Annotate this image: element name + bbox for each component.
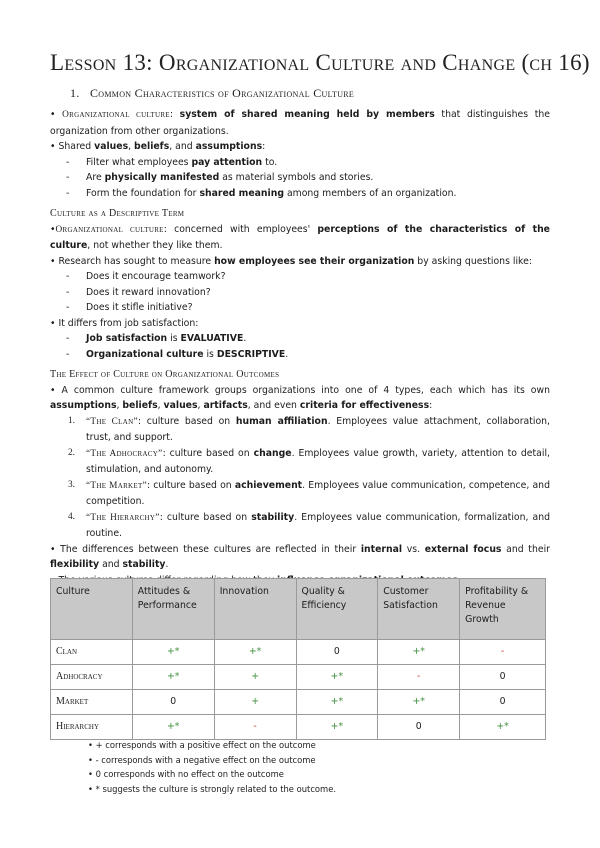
table-cell: + [214, 665, 296, 690]
section-number: 1. [70, 86, 80, 100]
table-cell: +* [132, 640, 214, 665]
sub-item: - Filter what employees pay attention to. [66, 156, 278, 168]
culture-type-item: 4. “The Hierarchy”: culture based on stability. Employees value communication, formalization, and routine. [68, 511, 550, 539]
table-cell: 0 [296, 640, 378, 665]
table-cell: +* [132, 715, 214, 740]
table-header-row [51, 579, 546, 640]
subheading-descriptive: Culture as a Descriptive Term [50, 208, 185, 219]
bullet-paragraph: •Organizational culture: concerned with employees' perceptions of the characteristics of the culture, not whether they like them. [50, 223, 550, 251]
table-row [51, 665, 546, 690]
table-cell: +* [296, 715, 378, 740]
effect-block [50, 367, 550, 588]
subheading-effect: The Effect of Culture on Organizational Outcomes [50, 369, 280, 380]
table-cell: +* [460, 715, 546, 740]
table-row [51, 640, 546, 665]
sub-item: - Are physically manifested as material symbols and stories. [66, 172, 374, 183]
table-cell: +* [378, 640, 460, 665]
legend-item: • + corresponds with a positive effect on the outcome [88, 740, 316, 750]
table-header-cell: Customer Satisfaction [378, 579, 460, 640]
legend-item: • * suggests the culture is strongly related to the outcome. [88, 783, 337, 794]
row-label: Market [51, 690, 133, 715]
row-label: Adhocracy [51, 665, 133, 690]
table-header-cell: Profitability & Revenue Growth [460, 579, 546, 640]
bullet-paragraph: • The differences between these cultures are reflected in their internal vs. external focus and their flexibility and stability. [50, 543, 550, 570]
culture-outcomes-table [50, 578, 546, 740]
sub-item: - Does it reward innovation? [66, 286, 211, 298]
table-header-cell: Quality & Efficiency [296, 579, 378, 640]
culture-type-item: 3. “The Market”: culture based on achievement. Employees value communication, competence, and competition. [68, 479, 550, 507]
section-title: Common Characteristics of Organizational Culture [90, 86, 355, 100]
sub-item: - Does it encourage teamwork? [66, 271, 226, 282]
characteristics-block [50, 107, 550, 201]
sub-item: - Does it stifle initiative? [66, 302, 193, 313]
table-cell: 0 [378, 715, 460, 740]
table-cell: 0 [460, 690, 546, 715]
table-header-cell: Innovation [214, 579, 296, 640]
section-heading-1 [70, 86, 354, 101]
table-row [51, 690, 546, 715]
row-label: Hierarchy [51, 715, 133, 740]
sub-item: - Job satisfaction is EVALUATIVE. [66, 333, 247, 344]
bullet-paragraph: • It differs from job satisfaction: [50, 317, 199, 329]
culture-type-item: 1. “The Clan”: culture based on human affiliation. Employees value attachment, collaboration, trust, and support. [68, 415, 550, 443]
page-title: Lesson 13: Organizational Culture and Change (ch 16) [50, 50, 590, 75]
descriptive-block [50, 206, 550, 362]
bullet-paragraph: • A common culture framework groups organizations into one of 4 types, each which has its own assumptions, beliefs, values, artifacts, and even criteria for effectiveness: [50, 384, 550, 411]
table-cell: +* [214, 640, 296, 665]
table-cell: + [214, 690, 296, 715]
sub-item: - Organizational culture is DESCRIPTIVE. [66, 348, 289, 360]
table-cell: +* [296, 690, 378, 715]
table-cell: - [460, 640, 546, 665]
culture-type-item: 2. “The Adhocracy”: culture based on change. Employees value growth, variety, attention to detail, stimulation, and autonomy. [68, 447, 550, 475]
table-cell: +* [378, 690, 460, 715]
sub-item: - Form the foundation for shared meaning among members of an organization. [66, 187, 457, 199]
table-row [51, 715, 546, 740]
bullet-paragraph: • Organizational culture: system of shared meaning held by members that distinguishes the organization from other organizations. [50, 109, 550, 137]
bullet-paragraph: • Shared values, beliefs, and assumptions: [50, 141, 266, 152]
table-cell: - [378, 665, 460, 690]
legend-item: • 0 corresponds with no effect on the outcome [88, 769, 284, 779]
table-cell: +* [132, 665, 214, 690]
bullet-paragraph: • Research has sought to measure how employees see their organization by asking questions like: [50, 255, 532, 267]
table-legend [88, 738, 336, 796]
table-cell: +* [296, 665, 378, 690]
table-cell: 0 [132, 690, 214, 715]
table-header-cell: Culture [51, 579, 133, 640]
row-label: Clan [51, 640, 133, 665]
table-cell: - [214, 715, 296, 740]
table-header-cell: Attitudes & Performance [132, 579, 214, 640]
table-cell: 0 [460, 665, 546, 690]
legend-item: • - corresponds with a negative effect on the outcome [88, 754, 316, 765]
